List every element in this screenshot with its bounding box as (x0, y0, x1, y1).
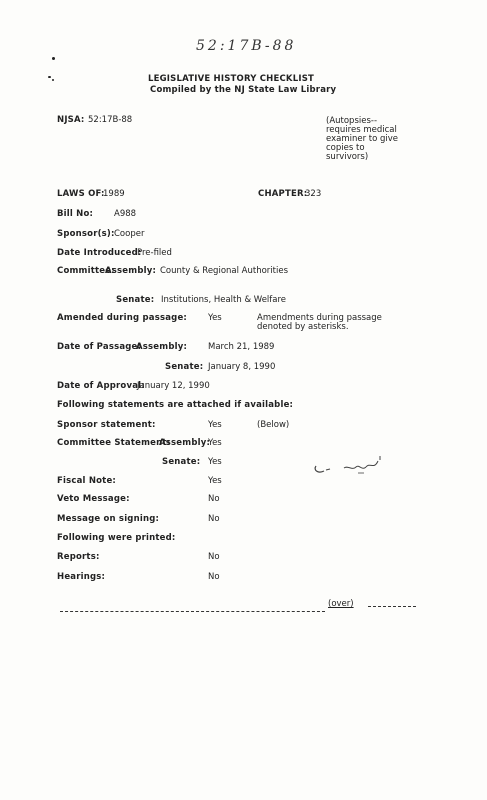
note-line: requires medical (326, 125, 397, 135)
committee-statement-senate-label: Senate: (162, 457, 201, 467)
sponsors-label: Sponsor(s): (57, 229, 115, 239)
committee-statement-label: Committee Statement: (57, 438, 171, 448)
sponsor-statement-label: Sponsor statement: (57, 420, 156, 430)
sponsors-value: Cooper (114, 229, 145, 239)
amended-note-line2: denoted by asterisks. (257, 322, 349, 332)
footer-dashed-line-left (60, 611, 325, 612)
njsa-label: NJSA: (57, 115, 85, 125)
fiscal-note-value: Yes (208, 476, 222, 486)
chapter-value: 323 (305, 189, 322, 199)
committee-label: Committee: (57, 266, 115, 276)
bill-no-label: Bill No: (57, 209, 94, 219)
date-of-approval-label: Date of Approval: (57, 381, 145, 391)
committee-senate-value: Institutions, Health & Welfare (161, 295, 287, 305)
note-line: copies to (326, 143, 365, 153)
committee-statement-senate-value: Yes (208, 457, 222, 467)
amended-label: Amended during passage: (57, 313, 188, 323)
footer-dashed-line-right (368, 606, 416, 607)
bill-no-value: A988 (114, 209, 137, 219)
sponsor-statement-note: (Below) (257, 420, 290, 430)
stray-mark (48, 76, 51, 78)
passage-assembly-label: Assembly: (136, 342, 188, 352)
amended-value: Yes (208, 313, 222, 323)
laws-of-label: LAWS OF: (57, 189, 105, 199)
committee-assembly-value: County & Regional Authorities (160, 266, 289, 276)
printed-heading: Following were printed: (57, 533, 176, 543)
passage-assembly-value: March 21, 1989 (208, 342, 275, 352)
hearings-value: No (208, 572, 220, 582)
note-line: (Autopsies-- (326, 116, 378, 126)
sponsor-statement-value: Yes (208, 420, 222, 430)
veto-message-label: Veto Message: (57, 494, 130, 504)
date-of-approval-value: January 12, 1990 (137, 381, 210, 391)
handwritten-reference: 52:17B-88 (196, 38, 297, 54)
statements-heading: Following statements are attached if available: (57, 400, 294, 410)
document-title: LEGISLATIVE HISTORY CHECKLIST (148, 74, 315, 84)
chapter-label: CHAPTER: (258, 189, 308, 199)
note-line: examiner to give (326, 134, 399, 144)
njsa-value: 52:17B-88 (88, 115, 133, 125)
handwritten-scribble (310, 452, 390, 484)
date-of-passage-label: Date of Passage: (57, 342, 142, 352)
reports-value: No (208, 552, 220, 562)
stray-mark (52, 79, 54, 81)
committee-statement-assembly-label: Assembly: (159, 438, 211, 448)
reports-label: Reports: (57, 552, 100, 562)
fiscal-note-label: Fiscal Note: (57, 476, 117, 486)
laws-of-value: 1989 (103, 189, 125, 199)
passage-senate-label: Senate: (165, 362, 204, 372)
note-line: survivors) (326, 152, 369, 162)
passage-senate-value: January 8, 1990 (208, 362, 276, 372)
document-subtitle: Compiled by the NJ State Law Library (150, 85, 337, 95)
amended-note-line1: Amendments during passage (257, 313, 382, 323)
committee-statement-assembly-value: Yes (208, 438, 222, 448)
hearings-label: Hearings: (57, 572, 106, 582)
over-label: (over) (328, 599, 354, 609)
stray-mark (52, 57, 55, 60)
date-introduced-value: Pre-filed (137, 248, 172, 258)
committee-assembly-label: Assembly: (105, 266, 157, 276)
committee-senate-label: Senate: (116, 295, 155, 305)
message-on-signing-value: No (208, 514, 220, 524)
date-introduced-label: Date Introduced: (57, 248, 142, 258)
veto-message-value: No (208, 494, 220, 504)
message-on-signing-label: Message on signing: (57, 514, 160, 524)
